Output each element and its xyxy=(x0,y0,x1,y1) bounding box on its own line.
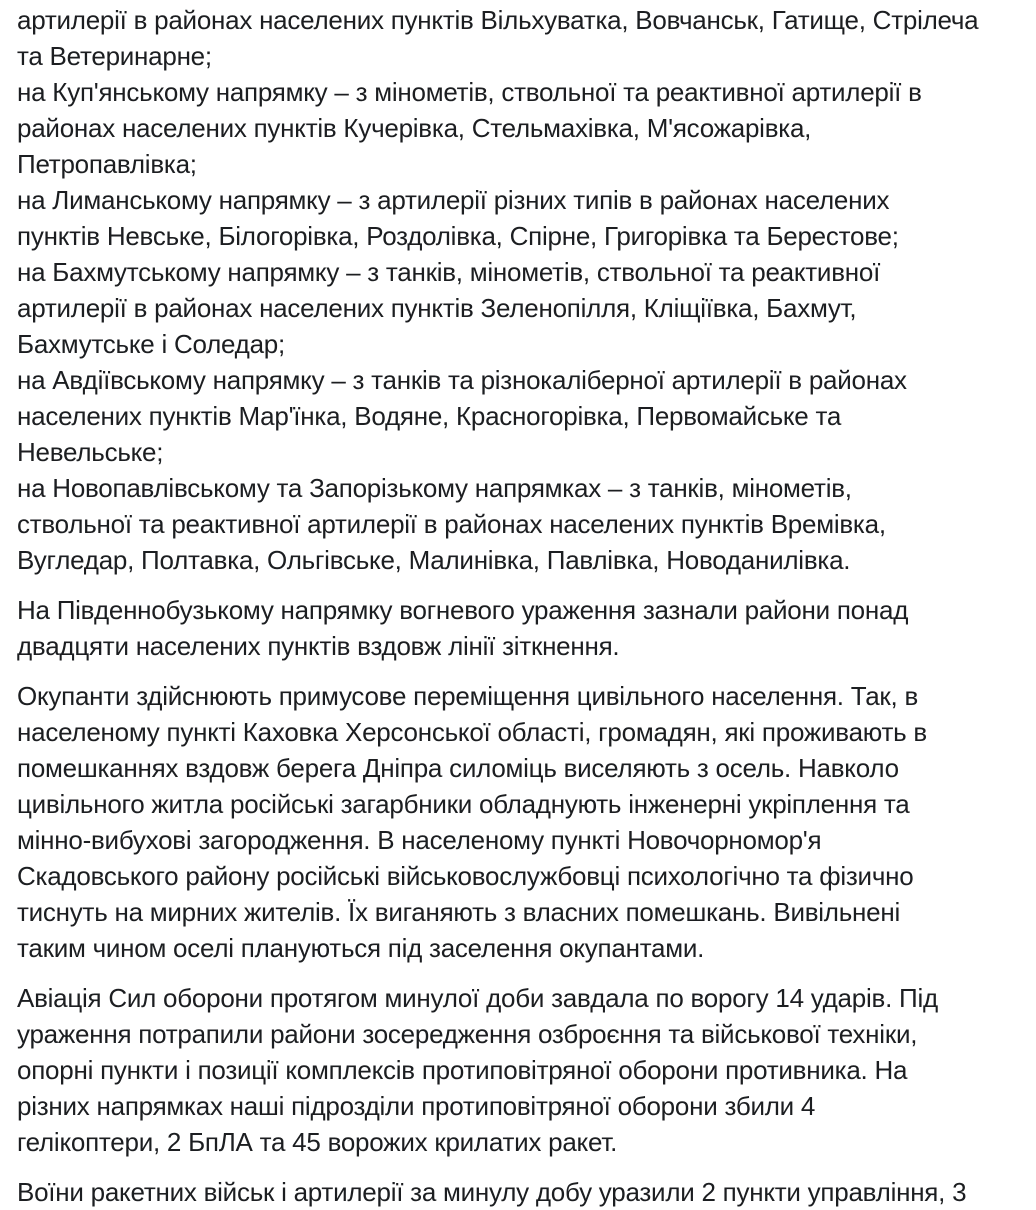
text-line: пунктів Невське, Білогорівка, Роздолівка, Спірне, Григорівка та Берестове; xyxy=(17,221,899,251)
text-line: цивільного житла російські загарбники обладнують інженерні укріплення та xyxy=(17,789,910,819)
text-line: Вугледар, Полтавка, Ольгівське, Малинівка, Павлівка, Новоданилівка. xyxy=(17,545,851,575)
text-line: та Ветеринарне; xyxy=(17,41,212,71)
text-line: двадцяти населених пунктів вздовж лінії зіткнення. xyxy=(17,631,620,661)
text-line: на Авдіївському напрямку – з танків та різнокаліберної артилерії в районах xyxy=(17,365,907,395)
text-line: на Новопавлівському та Запорізькому напрямках – з танків, мінометів, xyxy=(17,473,852,503)
text-line: гелікоптери, 2 БпЛА та 45 ворожих крилатих ракет. xyxy=(17,1127,618,1157)
text-line: артилерії в районах населених пунктів Зеленопілля, Кліщіївка, Бахмут, xyxy=(17,293,857,323)
text-line: артилерії в районах населених пунктів Вільхуватка, Вовчанськ, Гатище, Стрілеча xyxy=(17,5,979,35)
text-line: Невельське; xyxy=(17,437,164,467)
text-line: Скадовського району російські військовослужбовці психологічно та фізично xyxy=(17,861,914,891)
text-line: таким чином оселі плануються під заселення окупантами. xyxy=(17,933,705,963)
paragraph-forced-displacement xyxy=(17,678,1022,966)
text-line: Окупанти здійснюють примусове переміщення цивільного населення. Так, в xyxy=(17,681,919,711)
text-line: населених пунктів Мар'їнка, Водяне, Красногорівка, Первомайське та xyxy=(17,401,842,431)
text-line: різних напрямках наші підрозділи протиповітряної оборони збили 4 xyxy=(17,1091,816,1121)
text-line: Авіація Сил оборони протягом минулої доби завдала по ворогу 14 ударів. Під xyxy=(17,983,938,1013)
text-line: населеному пункті Каховка Херсонської області, громадян, які проживають в xyxy=(17,717,927,747)
text-line: мінно-вибухові загородження. В населеному пункті Новочорномор'я xyxy=(17,825,822,855)
text-line: На Південнобузькому напрямку вогневого ураження зазнали райони понад xyxy=(17,595,909,625)
text-line: Петропавлівка; xyxy=(17,149,197,179)
text-line: Воїни ракетних військ і артилерії за минулу добу уразили 2 пункти управління, 3 xyxy=(17,1177,967,1207)
paragraph-pivdennobuzkyi-direction xyxy=(17,592,1022,664)
text-line: Бахмутське і Соледар; xyxy=(17,329,285,359)
paragraph-aviation-strikes xyxy=(17,980,1022,1160)
text-line: помешканнях вздовж берега Дніпра силоміць виселяють з осель. Навколо xyxy=(17,753,899,783)
text-line: районах населених пунктів Кучерівка, Стельмахівка, М'ясожарівка, xyxy=(17,113,812,143)
paragraph-missile-artillery-strikes xyxy=(17,1174,1022,1210)
text-line: тиснуть на мирних жителів. Їх виганяють з власних помешкань. Вивільнені xyxy=(17,897,900,927)
text-line: на Бахмутському напрямку – з танків, мінометів, ствольної та реактивної xyxy=(17,257,881,287)
text-line: на Куп'янському напрямку – з мінометів, ствольної та реактивної артилерії в xyxy=(17,77,922,107)
text-line: ураження потрапили райони зосередження озброєння та військової техніки, xyxy=(17,1019,918,1049)
text-line: на Лиманському напрямку – з артилерії різних типів в районах населених xyxy=(17,185,890,215)
text-line: опорні пункти і позиції комплексів протиповітряної оборони противника. На xyxy=(17,1055,908,1085)
text-line: ствольної та реактивної артилерії в районах населених пунктів Времівка, xyxy=(17,509,886,539)
paragraph-shelling-directions xyxy=(17,2,1022,578)
